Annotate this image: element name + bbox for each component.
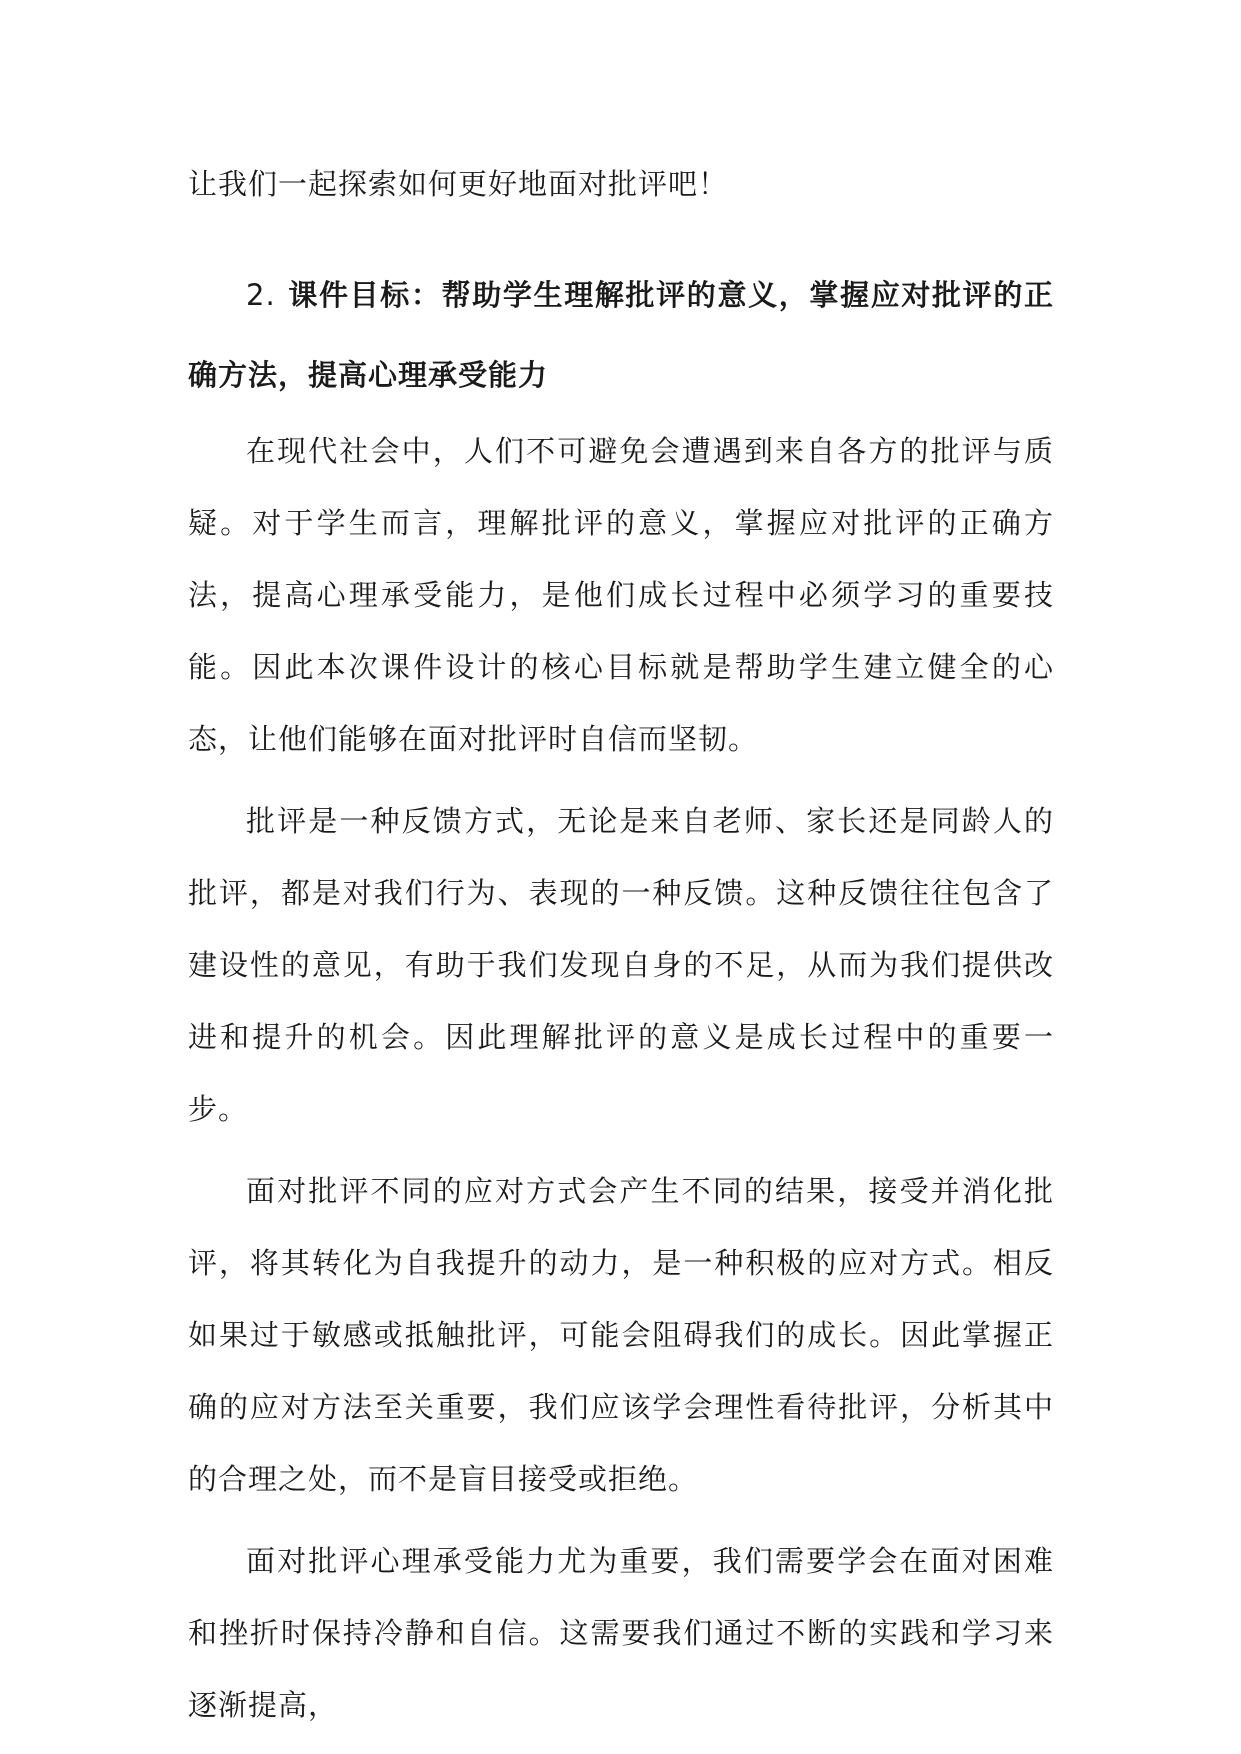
- paragraph: 面对批评不同的应对方式会产生不同的结果，接受并消化批评，将其转化为自我提升的动力，是一种积极的应对方式。相反如果过于敏感或抵触批评，可能会阻碍我们的成长。因此掌握正确的应对方法至关重要，我们应该学会理性看待批评，分析其中的合理之处，而不是盲目接受或拒绝。: [188, 1174, 1054, 1496]
- document-body: [188, 148, 1054, 1751]
- section-number: 2.: [246, 278, 276, 312]
- section-heading: [188, 255, 1054, 415]
- paragraph: 面对批评心理承受能力尤为重要，我们需要学会在面对困难和挫折时保持冷静和自信。这需要我们通过不断的实践和学习来逐渐提高，: [188, 1544, 1054, 1722]
- section-title: 课件目标：帮助学生理解批评的意义，掌握应对批评的正确方法，提高心理承受能力: [188, 278, 1054, 392]
- paragraph: 在现代社会中，人们不可避免会遭遇到来自各方的批评与质疑。对于学生而言，理解批评的意义，掌握应对批评的正确方法，提高心理承受能力，是他们成长过程中必须学习的重要技能。因此本次课件设计的核心目标就是帮助学生建立健全的心态，让他们能够在面对批评时自信而坚韧。: [188, 434, 1054, 756]
- lead-line: 让我们一起探索如何更好地面对批评吧！: [188, 167, 729, 201]
- paragraph: 批评是一种反馈方式，无论是来自老师、家长还是同龄人的批评，都是对我们行为、表现的一种反馈。这种反馈往往包含了建设性的意见，有助于我们发现自身的不足，从而为我们提供改进和提升的机会。因此理解批评的意义是成长过程中的重要一步。: [188, 804, 1054, 1126]
